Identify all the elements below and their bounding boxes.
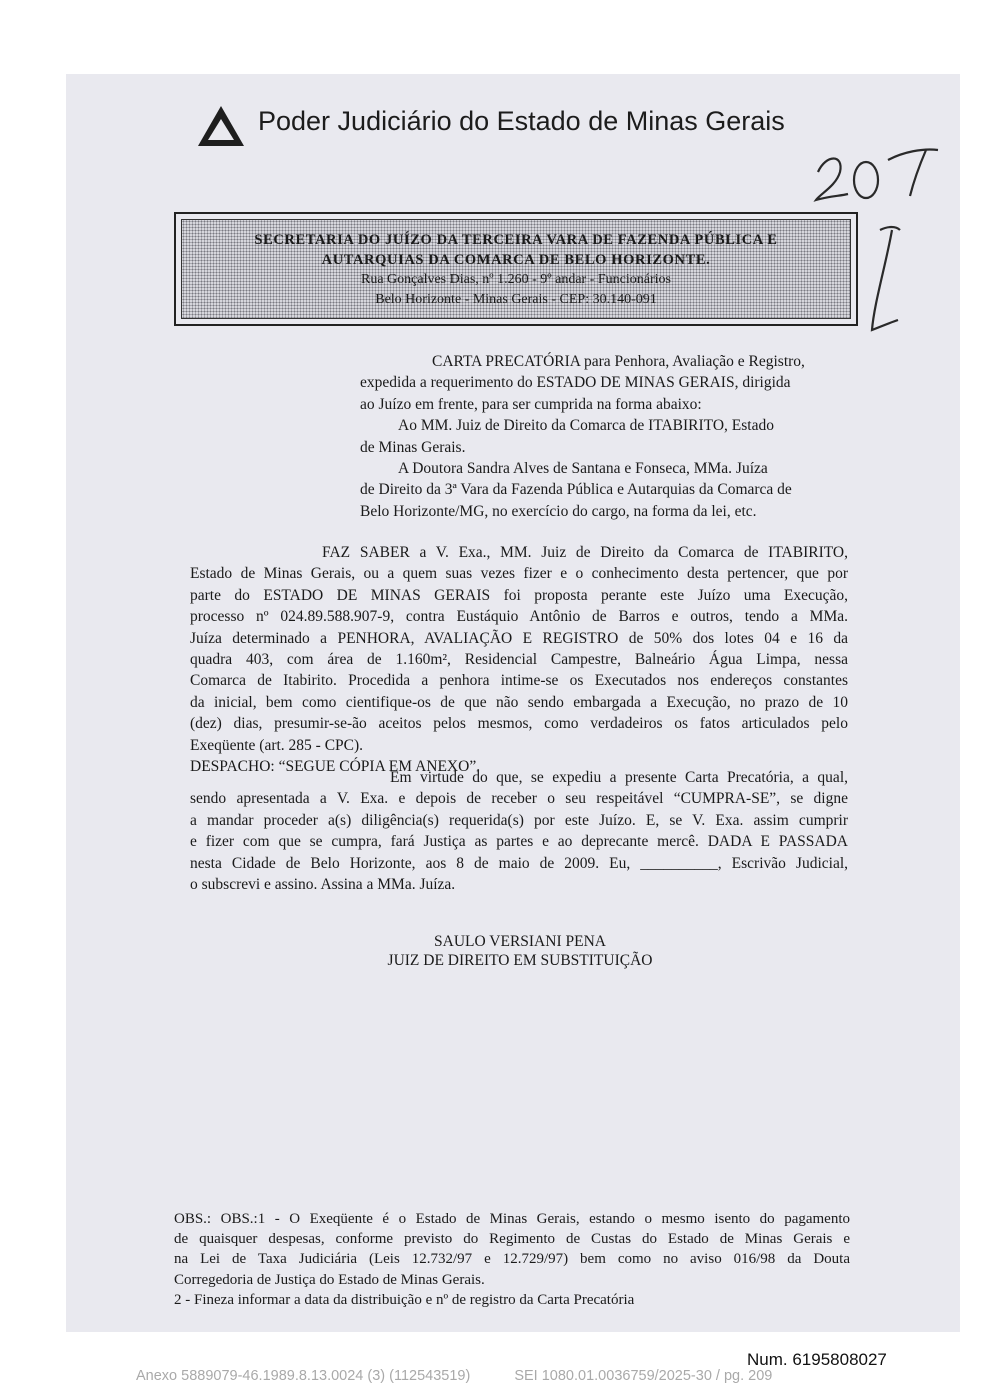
body-line: Exeqüente (art. 285 - CPC). — [190, 736, 364, 754]
triangle-logo-icon — [196, 104, 246, 148]
obs-line: 2 - Fineza informar a data da distribuição e nº de registro da Carta Precatória — [174, 1291, 635, 1308]
body-line: Em virtude do que, se expediu a presente Carta Precatória, a qual, — [390, 769, 848, 786]
body-line: o subscrevi e assino. Assina a MMa. Juíza. — [190, 876, 456, 894]
obs-line: de quaisquer despesas, conforme previsto do Regimento de Custas do Estado de Minas Gerais e — [174, 1231, 850, 1248]
body-line: e fizer com que se cumpra, fará Justiça as partes e ao deprecante mercê. DADA E PASSADA — [190, 833, 848, 851]
obs-block — [174, 1209, 850, 1310]
signature-block — [340, 932, 700, 970]
footer — [136, 1368, 772, 1384]
footer-sei-ref: SEI 1080.01.0036759/2025-30 / pg. 209 — [514, 1368, 773, 1384]
despacho-line: DESPACHO: “SEGUE CÓPIA EM ANEXO”. — [190, 758, 481, 776]
body-line: sendo apresentada a V. Exa. e depois de receber o seu respeitável “CUMPRA-SE”, se digne — [190, 790, 848, 808]
judge-name: SAULO VERSIANI PENA — [434, 933, 606, 950]
body-line: Estado de Minas Gerais, ou a quem suas vezes fizer e o conhecimento desta pertencer, que por — [190, 565, 848, 583]
intro-line: CARTA PRECATÓRIA para Penhora, Avaliação e Registro, — [432, 353, 805, 370]
secretaria-city: Belo Horizonte - Minas Gerais - CEP: 30.140-091 — [375, 291, 657, 307]
body-line: FAZ SABER a V. Exa., MM. Juiz de Direito da Comarca de ITABIRITO, — [322, 544, 848, 561]
body-line: parte do ESTADO DE MINAS GERAIS foi proposta perante este Juízo uma Execução, — [190, 586, 848, 604]
secretaria-line-1: SECRETARIA DO JUÍZO DA TERCEIRA VARA DE FAZENDA PÚBLICA E — [254, 232, 778, 248]
judge-title: JUIZ DE DIREITO EM SUBSTITUIÇÃO — [387, 952, 653, 969]
body-line: quadra 403, com área de 1.160m², Residencial Campestre, Balneário Água Limpa, nessa — [190, 651, 848, 669]
body-line: nesta Cidade de Belo Horizonte, aos 8 de maio de 2009. Eu, __________, Escrivão Judicial, — [190, 854, 848, 872]
intro-line: de Direito da 3ª Vara da Fazenda Pública e Autarquias da Comarca de — [360, 481, 792, 499]
secretaria-address: Rua Gonçalves Dias, nº 1.260 - 9º andar - Funcionários — [360, 272, 671, 287]
body-line: a mandar proceder a(s) diligência(s) requerida(s) por este Juízo. E, se V. Exa. assim cumprir — [190, 811, 848, 829]
intro-line: ao Juízo em frente, para ser cumprida na forma abaixo: — [360, 395, 702, 413]
intro-line: A Doutora Sandra Alves de Santana e Fonseca, MMa. Juíza — [398, 460, 768, 478]
intro-line: Ao MM. Juiz de Direito da Comarca de ITABIRITO, Estado — [398, 417, 774, 435]
secretaria-box — [174, 212, 858, 326]
obs-line: na Lei de Taxa Judiciária (Leis 12.732/97 e 12.729/97) bem como no aviso 016/98 da Douta — [174, 1251, 850, 1268]
body-line: da inicial, bem como cientifique-os de que não sendo embargada a Execução, no prazo de 10 — [190, 693, 848, 711]
footer-annex-ref: Anexo 5889079-46.1989.8.13.0024 (3) (112543519) — [136, 1368, 471, 1384]
intro-line: Belo Horizonte/MG, no exercício do cargo, na forma da lei, etc. — [360, 502, 757, 520]
body-line: processo nº 024.89.588.907-9, contra Eustáquio Antônio de Barros e outros, tendo a MMa. — [190, 608, 848, 626]
intro-line: de Minas Gerais. — [360, 438, 466, 456]
secretaria-line-2: AUTARQUIAS DA COMARCA DE BELO HORIZONTE. — [321, 251, 711, 268]
body-line: Juíza determinado a PENHORA, AVALIAÇÃO E REGISTRO de 50% dos lotes 04 e 16 da — [190, 629, 848, 647]
body-line: (dez) dias, presumir-se-ão aceitos pelos mesmos, como verdadeiros os fatos articulados pelo — [190, 715, 848, 733]
body-line: Comarca de Itabirito. Procedida a penhora intime-se os Executados nos endereços constantes — [190, 672, 848, 690]
intro-line: expedida a requerimento do ESTADO DE MINAS GERAIS, dirigida — [360, 374, 791, 392]
intro-paragraph — [360, 351, 848, 522]
obs-line: Corregedoria de Justiça do Estado de Minas Gerais. — [174, 1271, 485, 1288]
faz-saber-paragraph — [190, 542, 848, 777]
document-number: Num. 6195808027 — [747, 1350, 887, 1369]
em-virtude-paragraph — [190, 767, 848, 895]
obs-line: OBS.: OBS.:1 - O Exeqüente é o Estado de Minas Gerais, estando o mesmo isento do pagamento — [174, 1211, 850, 1227]
page-title: Poder Judiciário do Estado de Minas Gerais — [258, 106, 785, 136]
